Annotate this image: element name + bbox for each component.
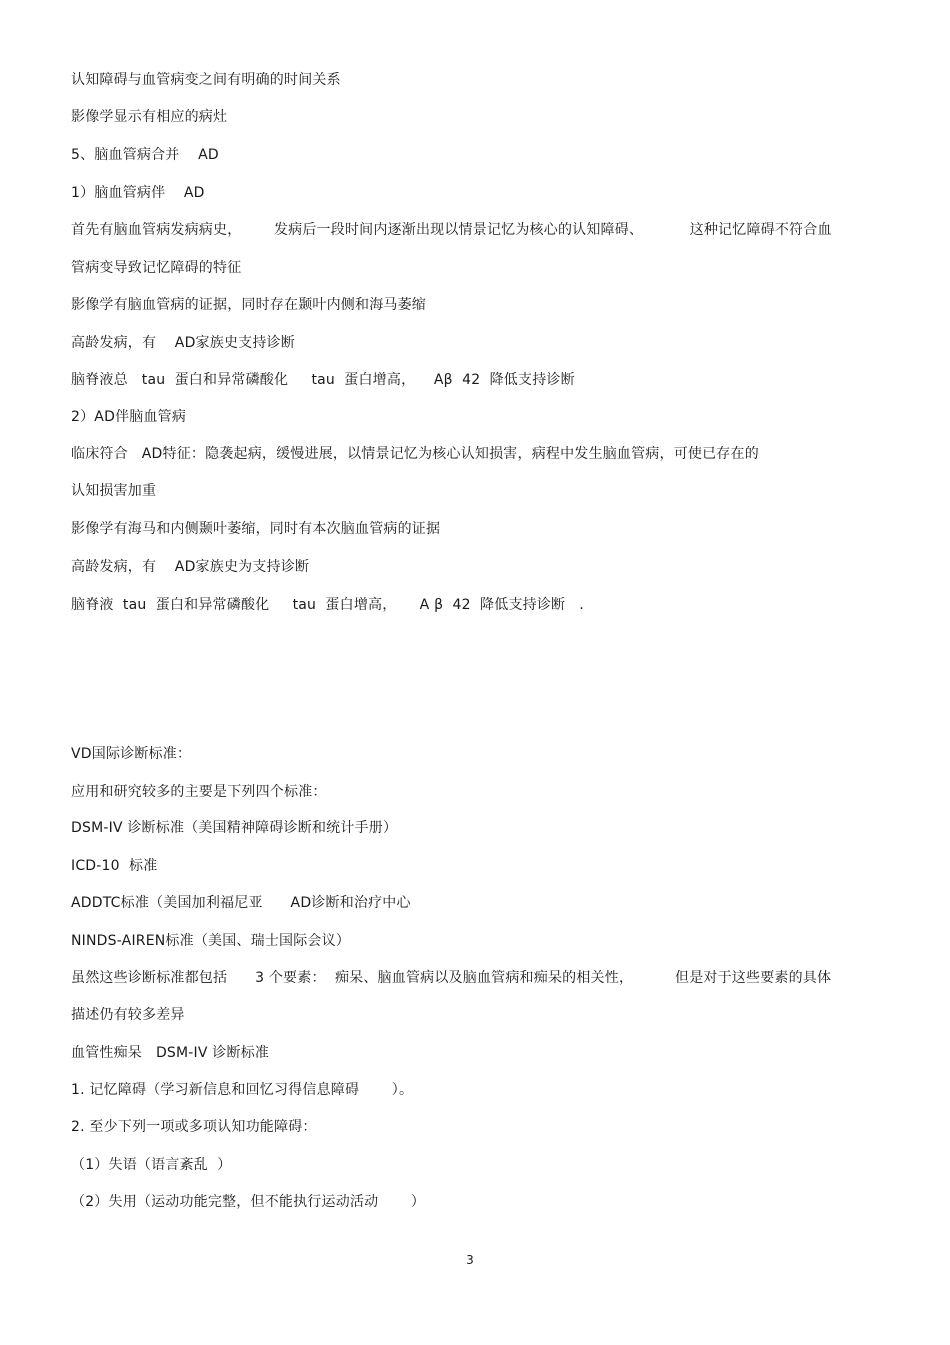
list-item: NINDS-AIREN标准（美国、瑞士国际会议）: [71, 933, 351, 949]
list-item: ICD-10 标准: [71, 858, 158, 874]
text-line: 应用和研究较多的主要是下列四个标准：: [71, 784, 327, 800]
section-heading: VD国际诊断标准：: [71, 746, 192, 762]
text-line: 首先有脑血管病发病病史， 发病后一段时间内逐渐出现以情景记忆为核心的认知障碍、 这种记忆障碍不符合血: [71, 222, 832, 238]
text-line: 虽然这些诊断标准都包括 3 个要素： 痴呆、脑血管病以及脑血管病和痴呆的相关性， 但是对于这些要素的具体: [71, 970, 832, 986]
text-line: 2）AD伴脑血管病: [71, 409, 187, 425]
text-line: 脑脊液 tau 蛋白和异常磷酸化 tau 蛋白增高， A β 42 降低支持诊断 .: [71, 597, 584, 613]
text-line: 5、脑血管病合并 AD: [71, 147, 219, 163]
text-line: 临床符合 AD特征：隐袭起病，缓慢进展，以情景记忆为核心认知损害，病程中发生脑血管病，可使已存在的: [71, 446, 759, 462]
text-line: 影像学显示有相应的病灶: [71, 109, 228, 125]
page-number: 3: [466, 1253, 474, 1267]
text-line: 影像学有海马和内侧颞叶萎缩，同时有本次脑血管病的证据: [71, 521, 441, 537]
text-line: 1）脑血管病伴 AD: [71, 185, 205, 201]
list-item: DSM-IV 诊断标准（美国精神障碍诊断和统计手册）: [71, 820, 398, 836]
text-line: 管病变导致记忆障碍的特征: [71, 260, 242, 276]
list-item: （2）失用（运动功能完整，但不能执行运动活动 ）: [71, 1194, 426, 1210]
list-item: 1. 记忆障碍（学习新信息和回忆习得信息障碍 ）。: [71, 1082, 414, 1098]
text-line: 脑脊液总 tau 蛋白和异常磷酸化 tau 蛋白增高， Aβ 42 降低支持诊断: [71, 372, 575, 388]
list-item: ADDTC标准（美国加利福尼亚 AD诊断和治疗中心: [71, 895, 411, 911]
text-line: 描述仍有较多差异: [71, 1007, 185, 1023]
list-item: （1）失语（语言紊乱 ）: [71, 1157, 232, 1173]
text-line: 影像学有脑血管病的证据，同时存在颞叶内侧和海马萎缩: [71, 297, 426, 313]
text-line: 认知障碍与血管病变之间有明确的时间关系: [71, 72, 341, 88]
list-item: 2. 至少下列一项或多项认知功能障碍：: [71, 1119, 317, 1135]
section-heading: 血管性痴呆 DSM-IV 诊断标准: [71, 1045, 270, 1061]
text-line: 高龄发病，有 AD家族史支持诊断: [71, 335, 295, 351]
text-line: 高龄发病，有 AD家族史为支持诊断: [71, 559, 310, 575]
text-line: 认知损害加重: [71, 483, 157, 499]
